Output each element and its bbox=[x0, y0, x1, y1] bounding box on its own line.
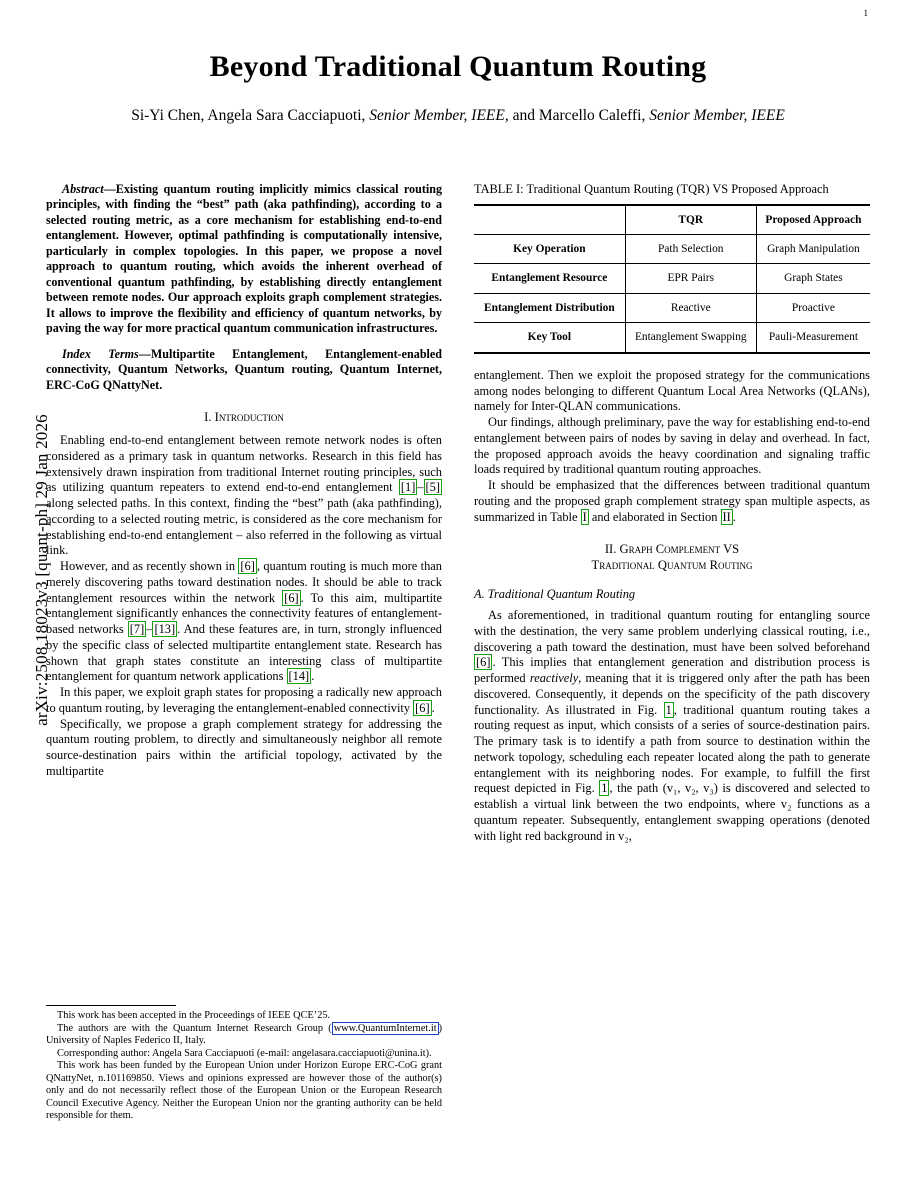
right-paragraph-2: Our findings, although preliminary, pave the way for establishing end-to-end entanglement between pairs of nodes by saving in delay and overhead. In fact, the proposed approach avoids the heavy coordination and signaling traffic loads required by traditional quantum routing approaches. bbox=[474, 415, 870, 477]
subsection-heading-a: A. Traditional Quantum Routing bbox=[474, 587, 636, 602]
footnote-2-a: The authors are with the Quantum Internet Research Group ( bbox=[57, 1022, 332, 1034]
intro-p3-a: In this paper, we exploit graph states for proposing a radically new approach to quantum routing, by leveraging the entanglement-enabled connectivity bbox=[46, 685, 442, 715]
author-list bbox=[46, 107, 870, 125]
page-title: Beyond Traditional Quantum Routing bbox=[209, 50, 707, 83]
index-terms-lead: Index Terms bbox=[62, 346, 139, 361]
table-cell-tqr-2: Reactive bbox=[625, 293, 756, 322]
intro-paragraph-2 bbox=[46, 559, 442, 685]
intro-p2-d: . And these features are, in turn, strongly influenced by the specific class of selected multipartite entanglement state. Research has shown that graph states constitute an interesting class of multipartite entanglement for quantum network applications bbox=[46, 622, 442, 684]
sub-a-p1-d: , traditional quantum routing takes a routing request as input, which consists of a series of source-destination pairs. The primary task is to identify a path from source to destination within the network topology, scheduling each repeater located along the path to generate entanglement with its neighboring nodes. For example, to fulfill the first request depicted in Fig. bbox=[474, 702, 871, 796]
citation-5[interactable]: [5] bbox=[425, 480, 440, 495]
intro-p1-b: along selected paths. In this context, finding the “best” path (aka pathfinding), according to a selected routing metric, is considered as the core mechanism for establishing end-to-end entanglement – also referred in the following as virtual link. bbox=[46, 496, 442, 558]
sub-a-p1-b: . This implies that entanglement generation and distribution process is performed bbox=[474, 655, 870, 686]
table-cell-tqr-0: Path Selection bbox=[625, 234, 756, 263]
abstract bbox=[46, 182, 442, 337]
footnotes bbox=[46, 1005, 442, 1123]
table-row bbox=[474, 234, 870, 263]
intro-paragraph-3 bbox=[46, 685, 442, 717]
citation-1[interactable]: [1] bbox=[400, 480, 416, 495]
table-cell-proposed-2: Proactive bbox=[756, 293, 870, 322]
author-rank-2: Senior Member, IEEE bbox=[649, 107, 785, 124]
citation-14[interactable]: [14] bbox=[288, 669, 310, 684]
footnote-1: This work has been accepted in the Proceedings of IEEE QCE’25. bbox=[57, 1010, 331, 1021]
abstract-lead: Abstract bbox=[62, 182, 104, 196]
subsection-a-paragraph-1 bbox=[474, 608, 870, 844]
figure-reference-1b[interactable]: 1 bbox=[601, 781, 608, 796]
right-column bbox=[474, 182, 870, 844]
footnote-2-b: ) University of Naples Federico II, Italy. bbox=[46, 1022, 442, 1047]
comparison-table bbox=[474, 204, 870, 354]
intro-p2-a: However, and as recently shown in bbox=[60, 559, 239, 574]
footnote-2 bbox=[46, 1023, 442, 1048]
intro-p1-dash: – bbox=[417, 480, 424, 495]
table-header-blank bbox=[474, 205, 625, 235]
table-row-label-1: Entanglement Resource bbox=[474, 264, 625, 293]
footnote-3: Corresponding author: Angela Sara Cacciapuoti (e-mail: angelasara.cacciapuoti@unina.it). bbox=[57, 1047, 432, 1059]
section-heading-2-line2: Traditional Quantum Routing bbox=[591, 558, 753, 573]
right-p3-a: It should be emphasized that the differences between traditional quantum routing and the proposed graph complement strategy span multiple aspects, as summarized in Table bbox=[474, 478, 870, 524]
citation-6b[interactable]: [6] bbox=[284, 590, 299, 605]
footnote-rule bbox=[46, 1005, 176, 1006]
intro-p2-e: . bbox=[311, 669, 315, 684]
table-header-proposed-label: Proposed Approach bbox=[765, 213, 862, 226]
sub-a-p1-c: , meaning that it is triggered only after the path has been discovered. Consequently, it depends on the specificity of the path discovery functionality. As illustrated in Fig. bbox=[474, 671, 870, 717]
table-row-label-2: Entanglement Distribution bbox=[474, 293, 625, 322]
left-column bbox=[46, 182, 442, 844]
table-cell-proposed-0: Graph Manipulation bbox=[756, 234, 870, 263]
intro-paragraph-1 bbox=[46, 433, 442, 559]
section-reference-II[interactable]: II bbox=[722, 509, 731, 524]
table-row bbox=[474, 323, 870, 353]
sub-a-p1-e: , the path (v₁, v₂, v₃) is discovered and selected to establish a virtual link between the two endpoints, where v₂ functions as a quantum repeater. Subsequently, entanglement swapping operations (denoted with light red background in v₂, bbox=[474, 781, 871, 843]
citation-6d[interactable]: [6] bbox=[476, 655, 491, 670]
author-rank-1: Senior Member, IEEE bbox=[369, 107, 505, 124]
intro-p3-b: . bbox=[431, 700, 435, 715]
quantum-internet-url-link[interactable]: www.QuantumInternet.it bbox=[333, 1022, 437, 1034]
page-number: 1 bbox=[863, 8, 868, 18]
index-terms bbox=[46, 347, 442, 393]
citation-6c[interactable]: [6] bbox=[415, 700, 430, 715]
table-row bbox=[474, 293, 870, 322]
right-p3-c: . bbox=[732, 509, 736, 524]
section-heading-2-line1: II. Graph Complement VS bbox=[604, 542, 740, 557]
intro-p1-a: Enabling end-to-end entanglement between remote network nodes is often considered as a primary task in quantum networks. Research in this field has extensively drawn inspiration from traditional Internet routing principles, such as utilizing quantum repeaters to extend end-to-end entanglement bbox=[46, 433, 442, 495]
footnote-4: This work has been funded by the European Union under Horizon Europe ERC-CoG grant QNattyNet, n.101169850. Views and opinions expressed are however those of the author(s) only and do not necessarily reflect those of the European Union or the European Research Council Executive Agency. Neither the European Union nor the granting authority can be held responsible for them. bbox=[46, 1060, 442, 1122]
table-header-row bbox=[474, 205, 870, 235]
citation-13[interactable]: [13] bbox=[154, 622, 176, 637]
table-header-proposed bbox=[756, 205, 870, 235]
table-caption: TABLE I: Traditional Quantum Routing (TQR) VS Proposed Approach bbox=[474, 182, 829, 196]
table-header-tqr-label: TQR bbox=[678, 213, 704, 226]
sub-a-p1-italic: reactively bbox=[529, 671, 579, 686]
intro-p2-b: , quantum routing is much more than merely discovering paths toward destination nodes. It should be able to track entanglement resources within the network bbox=[46, 559, 442, 605]
abstract-text: —Existing quantum routing implicitly mimics classical routing principles, with finding the “best” path (aka pathfinding), according to a selected routing metric, as a core mechanism for establishing end-to-end entanglement. However, optimal pathfinding is computationally intensive, particularly in complex topologies. In this paper, we propose a novel approach to quantum routing, which avoids the inherent overhead of conventional quantum pathfinding, by establishing directly entanglement between remote nodes. Our approach exploits graph complement strategies. It allows to improve the flexibility and efficiency of quantum networks, by paving the way for more practical quantum communication infrastructures. bbox=[46, 182, 442, 336]
paper-header bbox=[46, 40, 870, 125]
intro-paragraph-4: Specifically, we propose a graph complement strategy for addressing the quantum routing problem, to directly and simultaneously neighbor all remote source-destination pairs within the artificial topology, activated by the multipartite bbox=[46, 716, 442, 778]
author-names-1: Si-Yi Chen, Angela Sara Cacciapuoti, bbox=[131, 107, 370, 124]
arxiv-stamp: arXiv:2508.18023v3 [quant-ph] 29 Jan 2026 bbox=[32, 414, 51, 726]
table-cell-tqr-1: EPR Pairs bbox=[625, 264, 756, 293]
table-row-label-0: Key Operation bbox=[474, 234, 625, 263]
citation-6a[interactable]: [6] bbox=[240, 559, 255, 574]
index-terms-text: —Multipartite Entanglement, Entanglement-enabled connectivity, Quantum Networks, Quantum routing, Quantum Internet, ERC-CoG QNattyNet. bbox=[46, 346, 442, 392]
table-row-label-3: Key Tool bbox=[474, 323, 625, 353]
section-heading-introduction: I. Introduction bbox=[204, 410, 284, 425]
intro-p2-dash: – bbox=[146, 622, 153, 637]
table-header-tqr bbox=[625, 205, 756, 235]
citation-7[interactable]: [7] bbox=[129, 622, 145, 637]
figure-reference-1a[interactable]: 1 bbox=[665, 702, 672, 717]
right-paragraph-1: entanglement. Then we exploit the proposed strategy for the communications among nodes belonging to different Quantum Local Area Networks (QLANs), namely for Inter-QLAN communications. bbox=[474, 367, 870, 414]
table-cell-proposed-1: Graph States bbox=[756, 264, 870, 293]
table-cell-tqr-3: Entanglement Swapping bbox=[625, 323, 756, 353]
author-names-2: , and Marcello Caleffi, bbox=[504, 107, 650, 124]
two-column-body bbox=[46, 182, 870, 844]
table-cell-proposed-3: Pauli-Measurement bbox=[756, 323, 870, 353]
sub-a-p1-a: As aforementioned, in traditional quantum routing for entangling source with the destination, the very same problem underlying classical routing, i.e., discovering a path toward the destination, must have been solved beforehand bbox=[474, 608, 870, 654]
right-paragraph-3 bbox=[474, 478, 870, 525]
right-p3-b: and elaborated in Section bbox=[588, 509, 721, 524]
intro-p2-c: . To this aim, multipartite entanglement significantly enhances the connectivity features of entanglement-based networks bbox=[46, 590, 442, 637]
table-row bbox=[474, 264, 870, 293]
table-reference-I[interactable]: I bbox=[582, 509, 587, 524]
